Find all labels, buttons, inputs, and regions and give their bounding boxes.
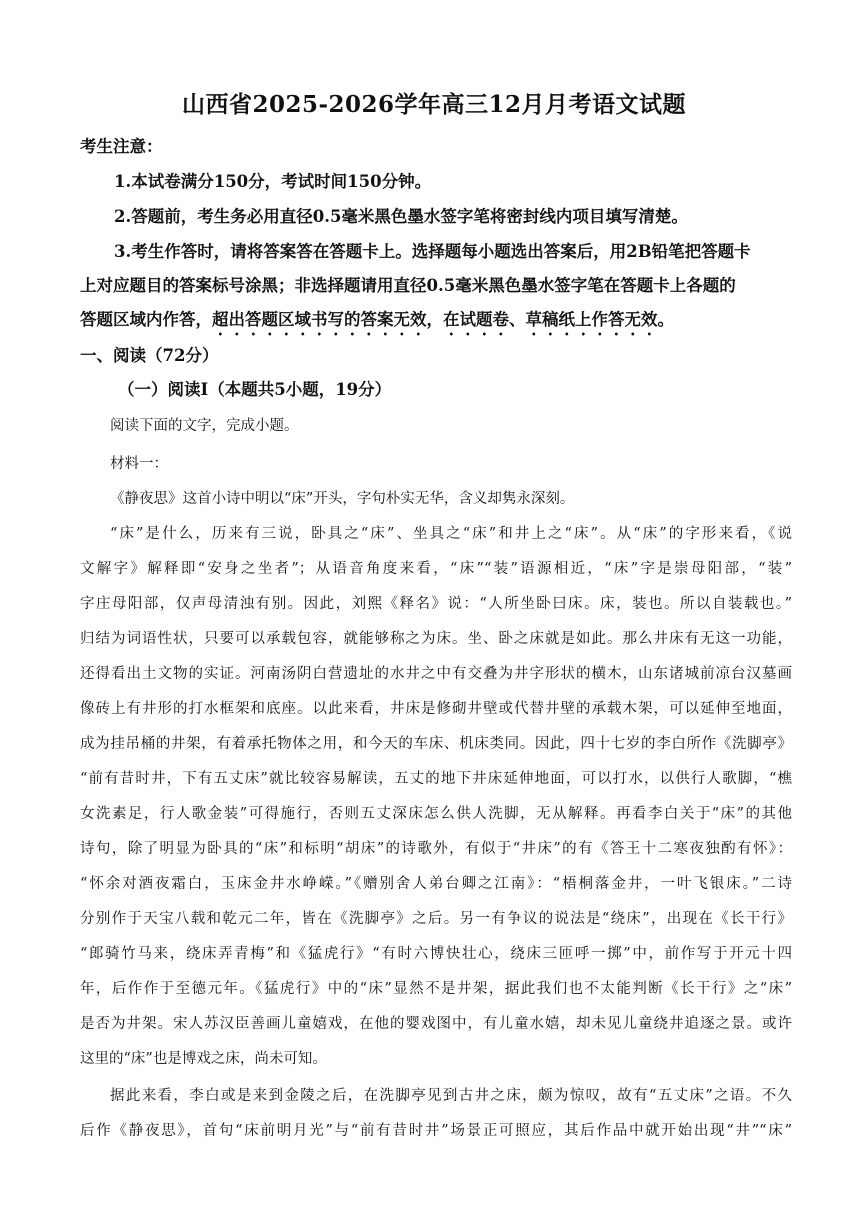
notice-item-3-line-3-end: 。 xyxy=(657,310,674,329)
material-label: 材料一： xyxy=(110,456,168,472)
passage-line: 字庄母阳部，仅声母清浊有别。因此，刘熙《释名》说：“人所坐卧曰床。床，装也。所以自装载也。” xyxy=(80,596,792,612)
passage-line: 后作《静夜思》，首句“床前明月光”与“前有昔时井”场景正可照应，其后作品中就开始出现“井”“床” xyxy=(80,1123,792,1139)
passage-line: 像砖上有井形的打水框架和底座。以此来看，井床是修砌井壁或代替井壁的承载木架，可以延伸至地面， xyxy=(80,701,792,717)
notice-item-3-line-1: 3.考生作答时，请将答案答在答题卡上。选择题每小题选出答案后，用2B铅笔把答题卡 xyxy=(114,242,751,261)
notice-emphasis-text: 超出答题区域书写的答案无效，在试题卷、草稿纸上作答无效 xyxy=(212,310,658,329)
passage-line: 归结为词语性状，只要可以承载包容，就能够称之为床。坐、卧之床就是如此。那么井床有无这一功能， xyxy=(80,631,792,647)
notice-item-1: 1.本试卷满分150分，考试时间150分钟。 xyxy=(114,172,432,191)
section-subheading: （一）阅读Ⅰ（本题共5小题，19分） xyxy=(118,380,392,399)
notice-item-3-line-2: 上对应题目的答案标号涂黑；非选择题请用直径0.5毫米黑色墨水签字笔在答题卡上各题的 xyxy=(80,276,736,295)
notice-item-2: 2.答题前，考生务必用直径0.5毫米黑色墨水签字笔将密封线内项目填写清楚。 xyxy=(114,207,688,226)
passage-line: 分别作于天宝八载和乾元二年，皆在《洗脚亭》之后。另一有争议的说法是“绕床”，出现在《长干行》 xyxy=(80,911,792,927)
passage-line: “郎骑竹马来，绕床弄青梅”和《猛虎行》“有时六博快壮心，绕床三匝呼一掷”中，前作写于开元十四 xyxy=(80,946,792,962)
passage-instruction: 阅读下面的文字，完成小题。 xyxy=(110,418,299,434)
passage-line: 《静夜思》这首小诗中明以“床”开头，字句朴实无华，含义却隽永深刻。 xyxy=(110,491,575,507)
passage-line: 年，后作作于至德元年。《猛虎行》中的“床”显然不是井架，据此我们也不太能判断《长干行》之“床” xyxy=(80,981,792,997)
passage-line: 这里的“床”也是博戏之床，尚未可知。 xyxy=(80,1051,327,1067)
notice-item-3-line-3-start: 答题区域内作答， xyxy=(80,310,212,329)
passage-line: 成为挂吊桶的井架，有着承托物体之用，和今天的车床、机床类同。因此，四十七岁的李白所作《洗脚亭》 xyxy=(80,736,792,752)
passage-line: 据此来看，李白或是来到金陵之后，在洗脚亭见到古井之床，颇为惊叹，故有“五丈床”之语。不久 xyxy=(110,1088,792,1104)
page-title: 山西省2025-2026学年高三12月月考语文试题 xyxy=(181,91,687,118)
passage-line: 还得看出土文物的实证。河南汤阴白营遗址的水井之中有交叠为井字形状的横木，山东诸城前凉台汉墓画 xyxy=(80,666,792,682)
section-heading: 一、阅读（72分） xyxy=(80,346,219,365)
passage-line: “怀余对酒夜霜白，玉床金井水峥嵘。”《赠别舍人弟台卿之江南》：“梧桐落金井，一叶飞银床。”二诗 xyxy=(80,876,792,892)
passage-line: “前有昔时井，下有五丈床”就比较容易解读，五丈的地下井床延伸地面，可以打水，以供行人歌脚，“樵 xyxy=(80,771,792,787)
passage-line: 是否为井架。宋人苏汉臣善画儿童嬉戏，在他的婴戏图中，有儿童水嬉，却未见儿童绕井追逐之景。或许 xyxy=(80,1016,792,1032)
passage-line: “床”是什么，历来有三说，卧具之“床”、坐具之“床”和井上之“床”。从“床”的字形来看，《说 xyxy=(110,526,792,542)
passage-line: 文解字》解释即“安身之坐者”；从语音角度来看，“床”“装”语源相近，“床”字是崇母阳部，“装” xyxy=(80,561,792,577)
passage-line: 女洗素足，行人歌金装”可得施行，否则五丈深床怎么供人洗脚，无从解释。再看李白关于“床”的其他 xyxy=(80,806,792,822)
passage-line: 诗句，除了明显为卧具的“床”和标明“胡床”的诗歌外，有似于“井床”的有《答王十二寒夜独酌有怀》： xyxy=(80,841,792,857)
notice-item-3-line-3 xyxy=(80,306,674,339)
notice-heading: 考生注意： xyxy=(80,137,163,156)
